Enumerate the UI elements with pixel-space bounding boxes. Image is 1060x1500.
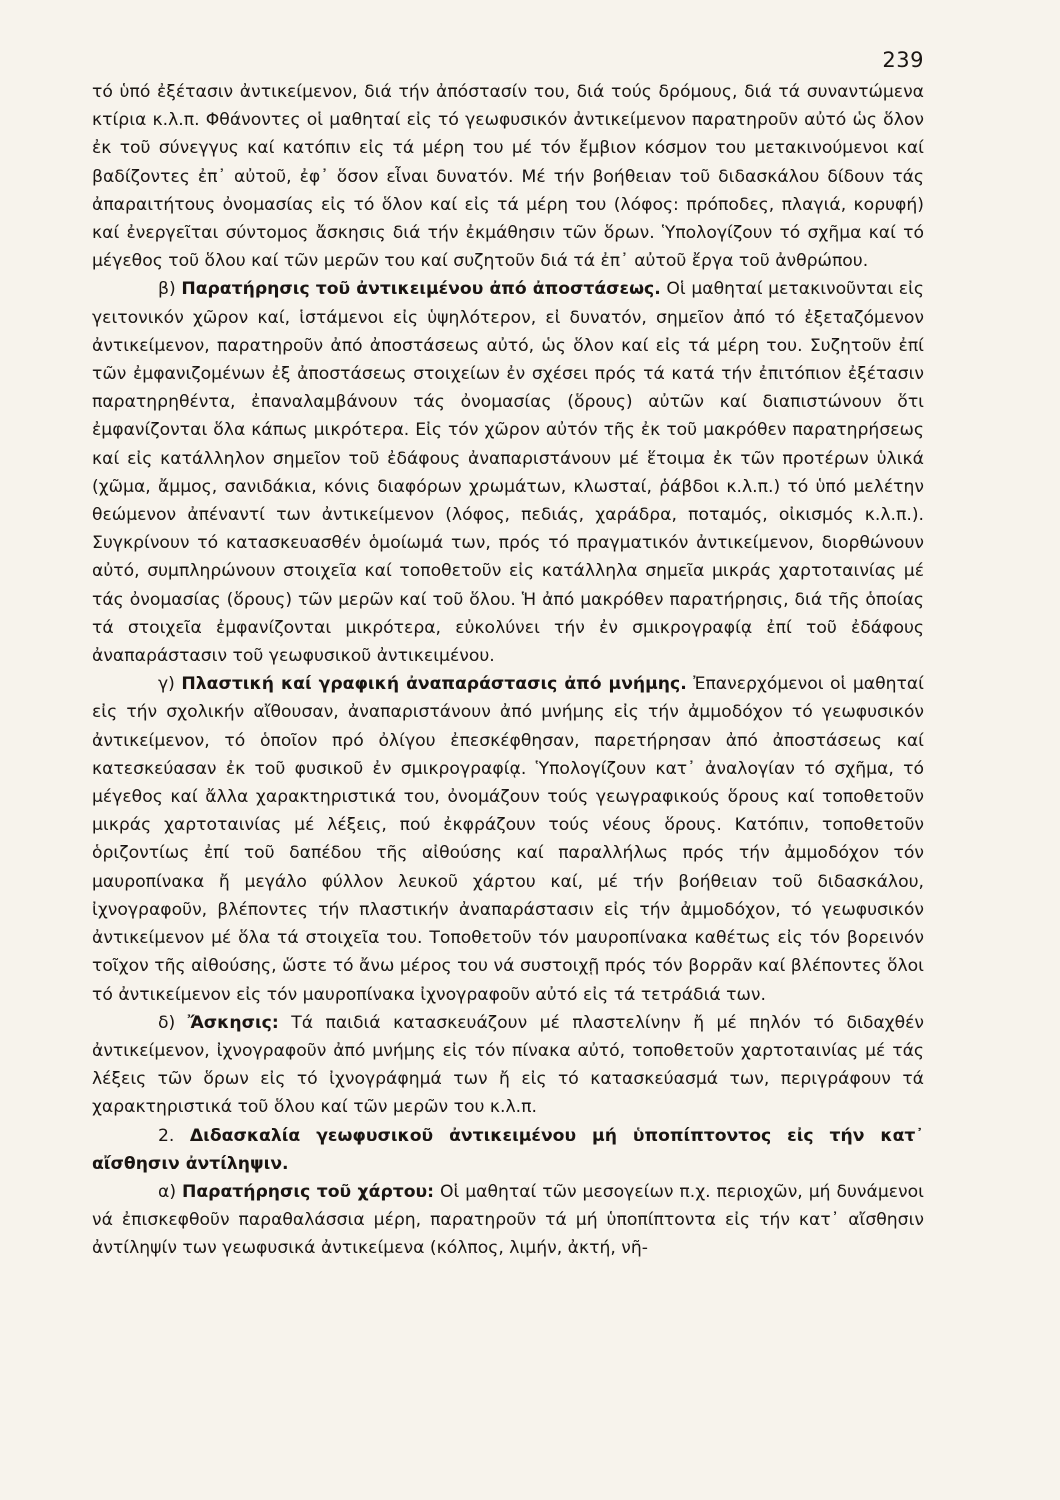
paragraph-d-label: δ) bbox=[158, 1012, 176, 1033]
section-2-title: Διδασκαλία γεωφυσικοῦ ἀντικειμένου μή ὑποπίπτοντος εἰς τήν κατ᾽ αἴσθησιν ἀντίληψιν. bbox=[92, 1125, 924, 1174]
paragraph-a-label: α) bbox=[158, 1181, 177, 1202]
paragraph-c-label: γ) bbox=[158, 674, 175, 695]
paragraph-a-text: Οἱ μαθηταί τῶν μεσογείων π.χ. περιοχῶν, μή δυνάμενοι νά ἐπισκεφθοῦν παραθαλάσσια μέρη, παρατηροῦν τά μή ὑποπίπτοντα εἰς τήν κατ᾽ αἴσθησιν ἀντίληψίν των γεωφυσικά ἀντικείμενα (κόλπος, λιμήν, ἀκτή, νῆ- bbox=[92, 1181, 924, 1259]
paragraph-b bbox=[92, 275, 924, 670]
paragraph-b-heading: Παρατήρησις τοῦ ἀντικειμένου ἀπό ἀποστάσεως. bbox=[181, 279, 661, 300]
paragraph-a bbox=[92, 1178, 924, 1263]
paragraph-c bbox=[92, 670, 924, 1008]
paragraph-b-label: β) bbox=[158, 279, 176, 300]
paragraph-d bbox=[92, 1009, 924, 1122]
section-2-heading bbox=[92, 1122, 924, 1178]
paragraph-b-text: Οἱ μαθηταί μετακινοῦνται εἰς γειτονικόν χῶρον καί, ἱστάμενοι εἰς ὑψηλότερον, εἰ δυνατόν, σημεῖον ἀπό τό ἐξεταζόμενον ἀντικείμενον, παρατηροῦν ἀπό ἀποστάσεως αὐτό, ὡς ὅλον καί εἰς τά μέρη του. Συζητοῦν ἐπί τῶν ἐμφανιζομένων ἐξ ἀποστάσεως στοιχείων ἐν σχέσει πρός τά κατά τήν ἐπιτόπιον ἐξέτασιν παρατηρηθέντα, ἐπαναλαμβάνουν τάς ὀνομασίας (ὅρους) αὐτῶν καί διαπιστώνουν ὅτι ἐμφανίζονται ὅλα κάπως μικρότερα. Εἰς τόν χῶρον αὐτόν τῆς ἐκ τοῦ μακρόθεν παρατηρήσεως καί εἰς κατάλληλον σημεῖον τοῦ ἐδάφους ἀναπαριστάνουν μέ ἕτοιμα ἐκ τῶν προτέρων ὑλικά (χῶμα, ἄμμος, σανιδάκια, κόνις διαφόρων χρωμάτων, κλωσταί, ῥάβδοι κ.λ.π.) τό ὑπό μελέτην θεώμενον ἀπέναντί των ἀντικείμενον (λόφος, πεδιάς, χαράδρα, ποταμός, οἰκισμός κ.λ.π.). Συγκρίνουν τό κατασκευασθέν ὁμοίωμά των, πρός τό πραγματικόν ἀντικείμενον, διορθώνουν αὐτό, συμπληρώνουν στοιχεῖα καί τοποθετοῦν εἰς κατάλληλα σημεῖα μικράς χαρτοταινίας μέ τάς ὀνομασίας (ὅρους) τῶν μερῶν καί τοῦ ὅλου. Ἡ ἀπό μακρόθεν παρατήρησις, διά τῆς ὁποίας τά στοιχεῖα ἐμφανίζονται μικρότερα, εὐκολύνει τήν ἐν σμικρογραφίᾳ ἐπί τοῦ ἐδάφους ἀναπαράστασιν τοῦ γεωφυσικοῦ ἀντικειμένου. bbox=[92, 279, 924, 667]
paragraph-d-text: Τά παιδιά κατασκευάζουν μέ πλαστελίνην ἤ μέ πηλόν τό διδαχθέν ἀντικείμενον, ἰχνογραφοῦν ἀπό μνήμης εἰς τόν πίνακα αὐτό, τοποθετοῦν χαρτοταινίας μέ τάς λέξεις τῶν ὅρων εἰς τό ἰχνογράφημά των ἤ εἰς τό κατασκεύασμά των, περιγράφουν τά χαρακτηριστικά τοῦ ὅλου καί τῶν μερῶν του κ.λ.π. bbox=[92, 1012, 925, 1118]
paragraph-c-text: Ἐπανερχόμενοι οἱ μαθηταί εἰς τήν σχολικήν αἴθουσαν, ἀναπαριστάνουν ἀπό μνήμης εἰς τήν ἀμμοδόχον τό γεωφυσικόν ἀντικείμενον, τό ὁποῖον πρό ὀλίγου ἐπεσκέφθησαν, παρετήρησαν ἀπό ἀποστάσεως καί κατεσκεύασαν ἐκ τοῦ φυσικοῦ ἐν σμικρογραφίᾳ. Ὑπολογίζουν κατ᾽ ἀναλογίαν τό σχῆμα, τό μέγεθος καί ἄλλα χαρακτηριστικά του, ὀνομάζουν τούς γεωγραφικούς ὅρους καί τοποθετοῦν μικράς χαρτοταινίας μέ λέξεις, πού ἐκφράζουν τούς νέους ὅρους. Κατόπιν, τοποθετοῦν ὁριζοντίως ἐπί τοῦ δαπέδου τῆς αἰθούσης καί παραλλήλως πρός τήν ἀμμοδόχον τόν μαυροπίνακα ἤ μεγάλο φύλλον λευκοῦ χάρτου καί, μέ τήν βοήθειαν τοῦ διδασκάλου, ἰχνογραφοῦν, βλέποντες τήν πλαστικήν ἀναπαράστασιν εἰς τήν ἀμμοδόχον, τό γεωφυσικόν ἀντικείμενον μέ ὅλα τά στοιχεῖα του. Τοποθετοῦν τόν μαυροπίνακα καθέτως εἰς τόν βορεινόν τοῖχον τῆς αἰθούσης, ὥστε τό ἄνω μέρος του νά συστοιχῇ πρός τόν βορρᾶν καί βλέποντες ὅλοι τό ἀντικείμενον εἰς τόν μαυροπίνακα ἰχνογραφοῦν αὐτό εἰς τά τετράδιά των. bbox=[92, 674, 924, 1005]
paragraph-c-heading: Πλαστική καί γραφική ἀναπαράστασις ἀπό μνήμης. bbox=[181, 674, 687, 695]
paragraph-continuation: τό ὑπό ἐξέτασιν ἀντικείμενον, διά τήν ἀπόστασίν του, διά τούς δρόμους, διά τά συναντώμενα κτίρια κ.λ.π. Φθάνοντες οἱ μαθηταί εἰς τό γεωφυσικόν ἀντικείμενον παρατηροῦν αὐτό ὡς ὅλον ἐκ τοῦ σύνεγγυς καί κατόπιν εἰς τά μέρη του μέ τόν ἔμβιον κόσμον του μετακινούμενοι καί βαδίζοντες ἐπ᾽ αὐτοῦ, ἐφ᾽ ὅσον εἶναι δυνατόν. Μέ τήν βοήθειαν τοῦ διδασκάλου δίδουν τάς ἀπαραιτήτους ὀνομασίας εἰς τό ὅλον καί εἰς τά μέρη του (λόφος: πρόποδες, πλαγιά, κορυφή) καί ἐνεργεῖται σύντομος ἄσκησις διά τήν ἐκμάθησιν τῶν ὅρων. Ὑπολογίζουν τό σχῆμα καί τό μέγεθος τοῦ ὅλου καί τῶν μερῶν του καί συζητοῦν διά τά ἐπ᾽ αὐτοῦ ἔργα τοῦ ἀνθρώπου. bbox=[92, 82, 924, 272]
book-page bbox=[92, 46, 924, 1466]
section-2-number: 2. bbox=[158, 1125, 175, 1146]
paragraph-a-heading: Παρατήρησις τοῦ χάρτου: bbox=[181, 1181, 435, 1202]
page-number: 239 bbox=[882, 48, 924, 72]
paragraph-d-heading: Ἄσκησις: bbox=[187, 1012, 279, 1033]
body-text bbox=[92, 78, 924, 1263]
